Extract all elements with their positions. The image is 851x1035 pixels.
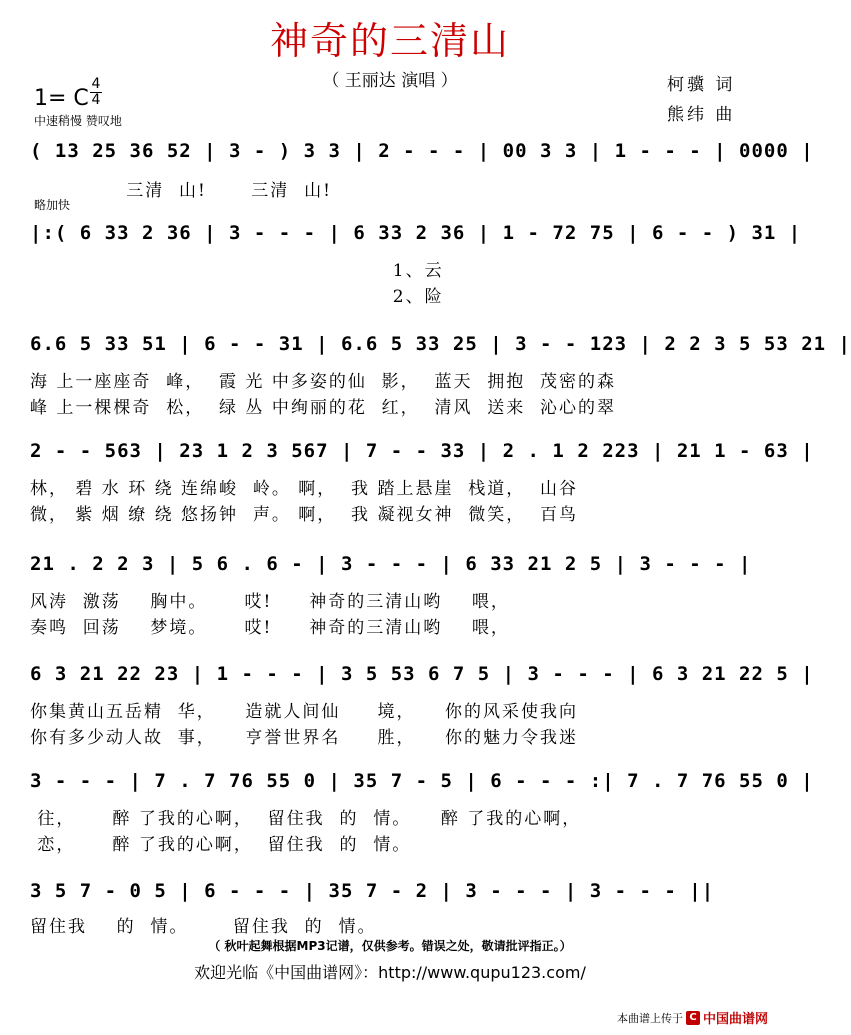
time-signature: [90, 77, 102, 108]
lyric-row-1-verse-1: 三清 山! 三清 山!: [30, 181, 332, 201]
key-signature: 1= C: [34, 86, 89, 111]
notation-row-5: 21 . 2 2 3 | 5 6 . 6 - | 3 - - - | 6 33 21 2 5 | 3 - - - |: [30, 553, 752, 575]
time-signature-top: 4: [91, 76, 101, 92]
lyric-row-4-verse-2: 微， 紫 烟 缭 绕 悠扬钟 声。 啊， 我 凝视女神 微笑， 百鸟: [30, 505, 579, 525]
notation-row-8: 3 5 7 - 0 5 | 6 - - - | 35 7 - 2 | 3 - - - | 3 - - - ||: [30, 880, 715, 902]
composer-credit: 熊纬 曲: [667, 105, 736, 125]
notation-row-3: 6.6 5 33 51 | 6 - - 31 | 6.6 5 33 25 | 3 - - 123 | 2 2 3 5 53 21 |: [30, 333, 851, 355]
song-title: 神奇的三清山: [269, 19, 510, 63]
lyric-row-8-verse-1: 留住我 的 情。 留住我 的 情。: [30, 917, 377, 937]
lyric-row-3-verse-1: 海 上一座座奇 峰， 霞 光 中多姿的仙 影， 蓝天 拥抱 茂密的森: [30, 372, 617, 392]
notation-row-2: |:( 6 33 2 36 | 3 - - - | 6 33 2 36 | 1 - 72 75 | 6 - - ) 31 |: [30, 222, 802, 244]
uploader-credit: [617, 1008, 768, 1027]
tempo-marking-2: 略加快: [34, 198, 71, 212]
lyric-row-5-verse-1: 风涛 激荡 胸中。 哎! 神奇的三清山哟 喂，: [30, 592, 510, 612]
lyric-row-2-verse-2: 2、险: [30, 287, 444, 307]
notation-row-6: 6 3 21 22 23 | 1 - - - | 3 5 53 6 7 5 | 3 - - - | 6 3 21 22 5 |: [30, 663, 814, 685]
lyric-row-7-verse-2: 恋， 醉 了我的心啊， 留住我 的 情。: [30, 835, 412, 855]
tempo-marking: 中速稍慢 赞叹地: [34, 114, 122, 128]
lyric-row-6-verse-2: 你有多少动人故 事， 亨誉世界名 胜， 你的魅力令我迷: [30, 728, 579, 748]
notation-row-4: 2 - - 563 | 23 1 2 3 567 | 7 - - 33 | 2 . 1 2 223 | 21 1 - 63 |: [30, 440, 814, 462]
website-line: 欢迎光临《中国曲谱网》：http://www.qupu123.com/: [194, 963, 586, 982]
lyricist-credit: 柯骥 词: [667, 75, 736, 95]
logo-mark-icon: C: [686, 1011, 700, 1025]
lyric-row-3-verse-2: 峰 上一棵棵奇 松， 绿 丛 中绚丽的花 红， 清风 送来 沁心的翠: [30, 398, 617, 418]
time-signature-bottom: 4: [91, 92, 101, 108]
notation-row-1: ( 13 25 36 52 | 3 - ) 3 3 | 2 - - - | 00 3 3 | 1 - - - | 0000 |: [30, 140, 814, 162]
logo-text: 中国曲谱网: [702, 1012, 768, 1027]
uploader-text: 本曲谱上传于: [616, 1011, 683, 1025]
lyric-row-2-verse-1: 1、云: [30, 261, 444, 281]
lyric-row-5-verse-2: 奏鸣 回荡 梦境。 哎! 神奇的三清山哟 喂，: [30, 618, 510, 638]
lyric-row-6-verse-1: 你集黄山五岳精 华， 造就人间仙 境， 你的风采使我向: [30, 702, 579, 722]
lyric-row-7-verse-1: 往， 醉 了我的心啊， 留住我 的 情。 醉 了我的心啊，: [30, 809, 582, 829]
site-logo: [686, 1008, 768, 1027]
lyric-row-4-verse-1: 林， 碧 水 环 绕 连绵峻 岭。 啊， 我 踏上悬崖 栈道， 山谷: [30, 479, 579, 499]
singer-credit: （ 王丽达 演唱 ）: [322, 71, 458, 91]
transcription-note: （ 秋叶起舞根据MP3记谱，仅供参考。错误之处，敬请批评指正。）: [208, 939, 572, 953]
notation-row-7: 3 - - - | 7 . 7 76 55 0 | 35 7 - 5 | 6 - - - :| 7 . 7 76 55 0 |: [30, 770, 814, 792]
